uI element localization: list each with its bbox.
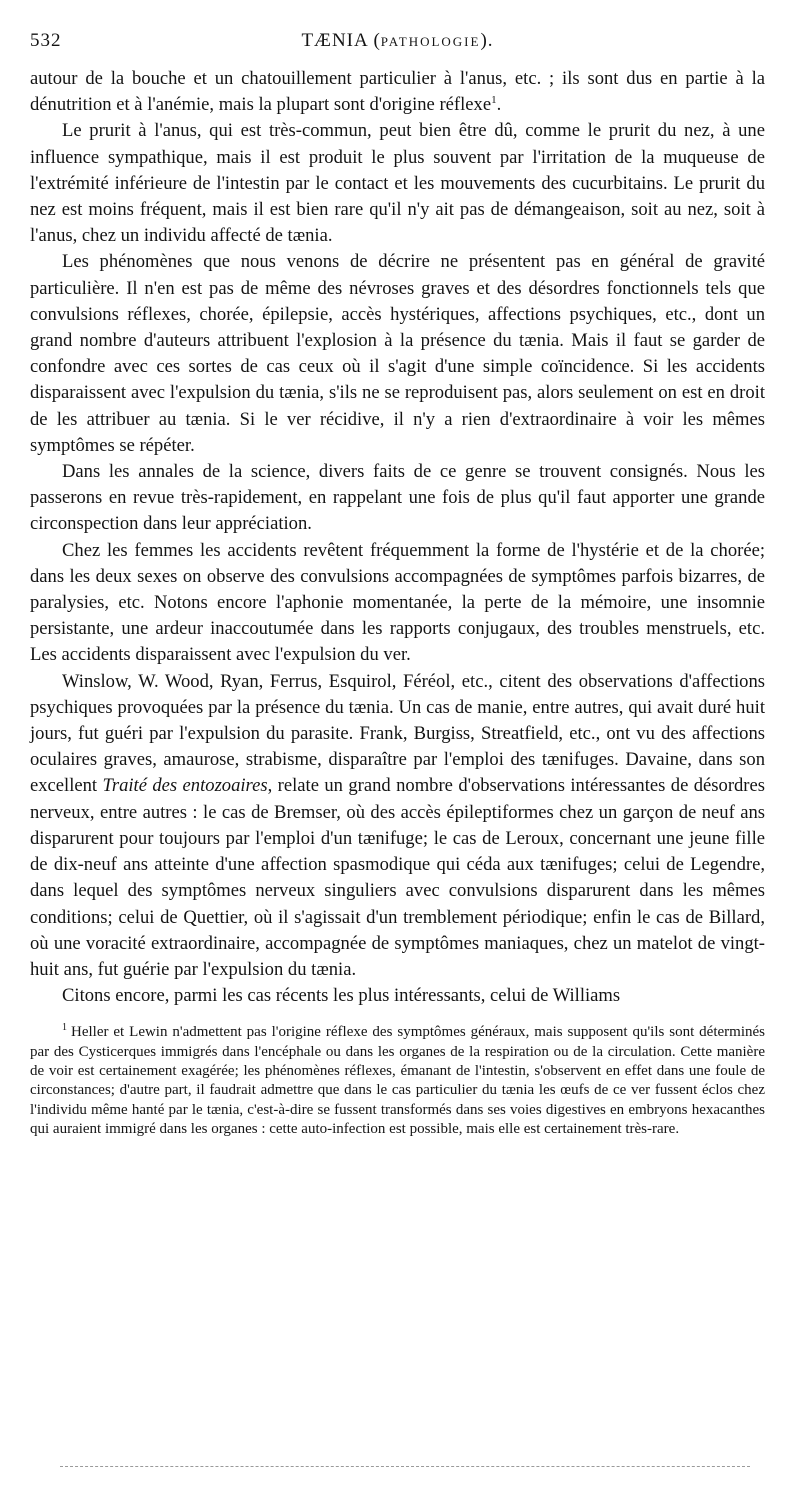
footnotes (30, 1023, 765, 1139)
footnote-text: Heller et Lewin n'admettent pas l'origine réflexe des symptômes généraux, mais supposent qu'ils sont déterminés par des Cysticerques immigrés dans l'encéphale ou dans les organes de la respiration ou de la circulation. Cette manière de voir est certainement exagérée; les phénomènes réflexes, émanant de l'intestin, s'observent en effet dans une foule de circonstances; d'autre part, il faudrait admettre que dans le cas particulier du tænia les œufs de ce ver fussent éclos chez l'individu même hanté par le tænia, c'est-à-dire se fussent transformés dans ses voies digestives en embryons hexacanthes qui auraient immigré dans les organes : cette auto-infection est possible, mais elle est certainement très-rare. (30, 1024, 765, 1137)
running-header (30, 30, 765, 56)
title-open: ( (367, 30, 381, 51)
body-text (30, 66, 765, 1009)
title-main: TÆNIA (301, 30, 368, 51)
running-title (301, 30, 493, 56)
paragraph-citons: Citons encore, parmi les cas récents les plus intéressants, celui de Williams (62, 985, 621, 1007)
bottom-bleed-line (60, 1466, 750, 1467)
footnote-mark: 1 (62, 1022, 67, 1034)
paragraph-text: autour de la bouche et un chatouillement particulier à l'anus, etc. ; ils sont dus en partie à la dénutrition et à l'anémie, mais la plupart sont d'origine réflexe (30, 68, 765, 116)
book-title: Traité des entozoaires (102, 775, 268, 797)
footnote (30, 1023, 765, 1139)
paragraph-text: , relate un grand nombre d'observations intéressantes de désordres nerveux, entre autres : le cas de Bremser, où des accès épileptiformes chez un garçon de neuf ans disparurent pour toujours par l'emploi d'un tænifuge; le cas de Leroux, concernant une jeune fille de dix-neuf ans atteinte d'une affection spasmodique qui céda aux tænifuges; celui de Legendre, dans lequel des symptômes nerveux singuliers avec convulsions disparurent dans les mêmes conditions; celui de Quettier, où il s'agissait d'un tremblement périodique; enfin le cas de Billard, où une voracité extraordinaire, accompagnée de symptômes maniaques, chez un matelot de vingt-huit ans, fut guérie par l'expulsion du tænia. (30, 775, 765, 980)
paragraph-annales: Dans les annales de la science, divers faits de ce genre se trouvent consignés. Nous les passerons en revue très-rapidement, en rappelant une fois de plus qu'il faut apporter une grande circonspection dans leur appréciation. (30, 461, 765, 535)
title-subject: PATHOLOGIE (380, 34, 481, 49)
page-number: 532 (30, 30, 62, 51)
paragraph-continuation (30, 66, 765, 118)
paragraph-end: . (496, 94, 502, 116)
paragraph-prurit: Le prurit à l'anus, qui est très-commun, peut bien être dû, comme le prurit du nez, à une influence sympathique, mais il est produit le plus souvent par l'irritation de la muqueuse de l'extrémité inférieure de l'intestin par le contact et les mouvements des cucurbitains. Le prurit du nez est moins fréquent, mais il est bien rare qu'il n'y ait pas de démangeaison, soit au nez, soit à l'anus, chez un individu affecté de tænia. (30, 120, 765, 247)
paragraph-femmes: Chez les femmes les accidents revêtent fréquemment la forme de l'hystérie et de la chorée; dans les deux sexes on observe des convulsions accompagnées de symptômes parfois bizarres, de paralysies, etc. Notons encore l'aphonie momentanée, la perte de la mémoire, une insomnie persistante, une ardeur inaccoutumée dans les rapports conjugaux, des troubles menstruels, etc. Les accidents disparaissent avec l'expulsion du ver. (30, 539, 765, 666)
footnote-reference[interactable]: 1 (491, 94, 497, 107)
paragraph-observations (30, 669, 765, 983)
paragraph-phenomenes: Les phénomènes que nous venons de décrire ne présentent pas en général de gravité particulière. Il n'en est pas de même des névroses graves et des désordres fonctionnels tels que convulsions réflexes, chorée, épilepsie, accès hystériques, affections psychiques, etc., dont un grand nombre d'auteurs attribuent l'explosion à la présence du tænia. Mais il faut se garder de confondre avec ces sortes de cas ceux où il s'agit d'une simple coïncidence. Si les accidents disparaissent avec l'expulsion du tænia, s'ils ne se reproduisent pas, alors seulement on est en droit de les attribuer au tænia. Si le ver récidive, il n'y a rien d'extraordinaire à voir les mêmes symptômes se répéter. (30, 251, 765, 456)
title-close: ). (480, 30, 494, 51)
page (30, 30, 765, 1139)
paragraph-text: Winslow, W. Wood, Ryan, Ferrus, Esquirol, Féréol, etc., citent des observations d'affections psychiques provoquées par la présence du tænia. Un cas de manie, entre autres, qui avait duré huit jours, fut guéri par l'expulsion du parasite. Frank, Burgiss, Streatfield, etc., ont vu des affections oculaires graves, amaurose, strabisme, disparaître par l'emploi des tænifuges. Davaine, dans son excellent (30, 670, 765, 797)
